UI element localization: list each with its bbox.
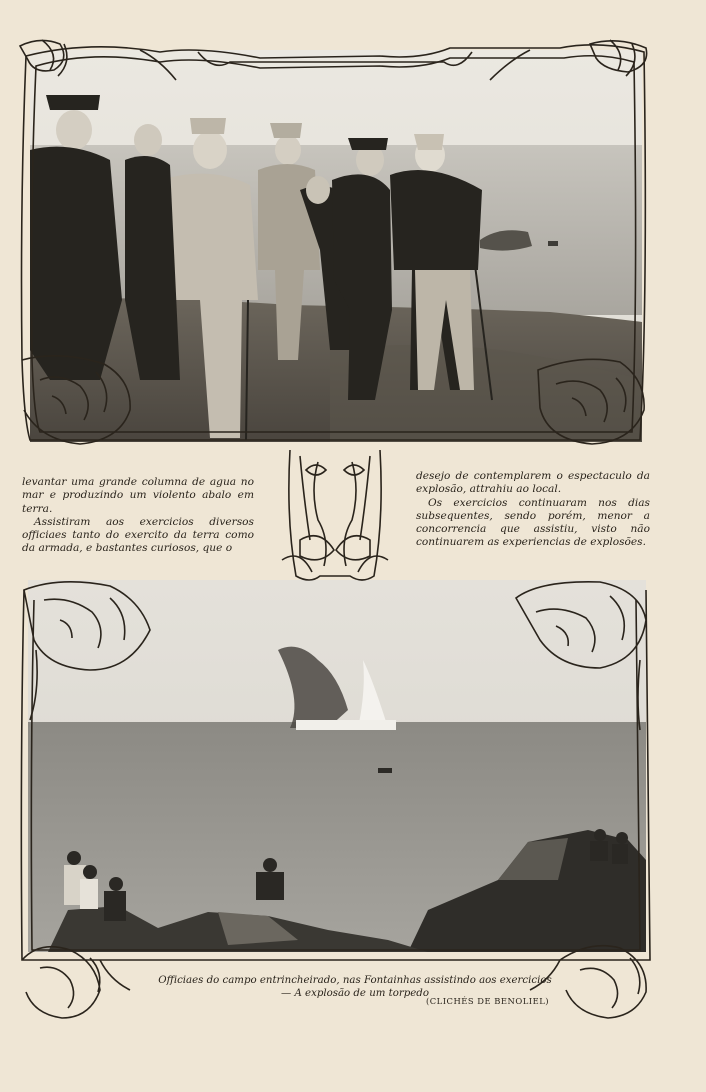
article-paragraph: desejo de contemplarem o espectaculo da explosão, attrahiu ao local. <box>416 470 650 496</box>
photo-officers-on-cliff <box>30 50 642 442</box>
article-paragraph: Assistiram aos exercicios diversos officiaes tanto do exercito da terra como da armada, e bastantes curiosos, que o <box>22 515 254 555</box>
photo-torpedo-explosion <box>28 580 646 952</box>
article-column-right <box>416 470 650 550</box>
photo-credit: (CLICHÉS DE BENOLIEL) <box>426 996 550 1006</box>
article-paragraph: Os exercicios continuaram nos dias subsequentes, sendo porém, menor a concorrencia que assistiu, visto não continuarem as experiencias de explosões. <box>416 496 650 549</box>
article-column-left <box>22 476 254 556</box>
caption-line: Officiaes do campo entrincheirado, nas Fontainhas assistindo aos exercicios <box>158 975 552 986</box>
article-paragraph: levantar uma grande columna de agua no mar e produzindo um violento abalo em terra. <box>22 476 254 515</box>
caption-line: — A explosão de um torpedo <box>281 988 429 999</box>
